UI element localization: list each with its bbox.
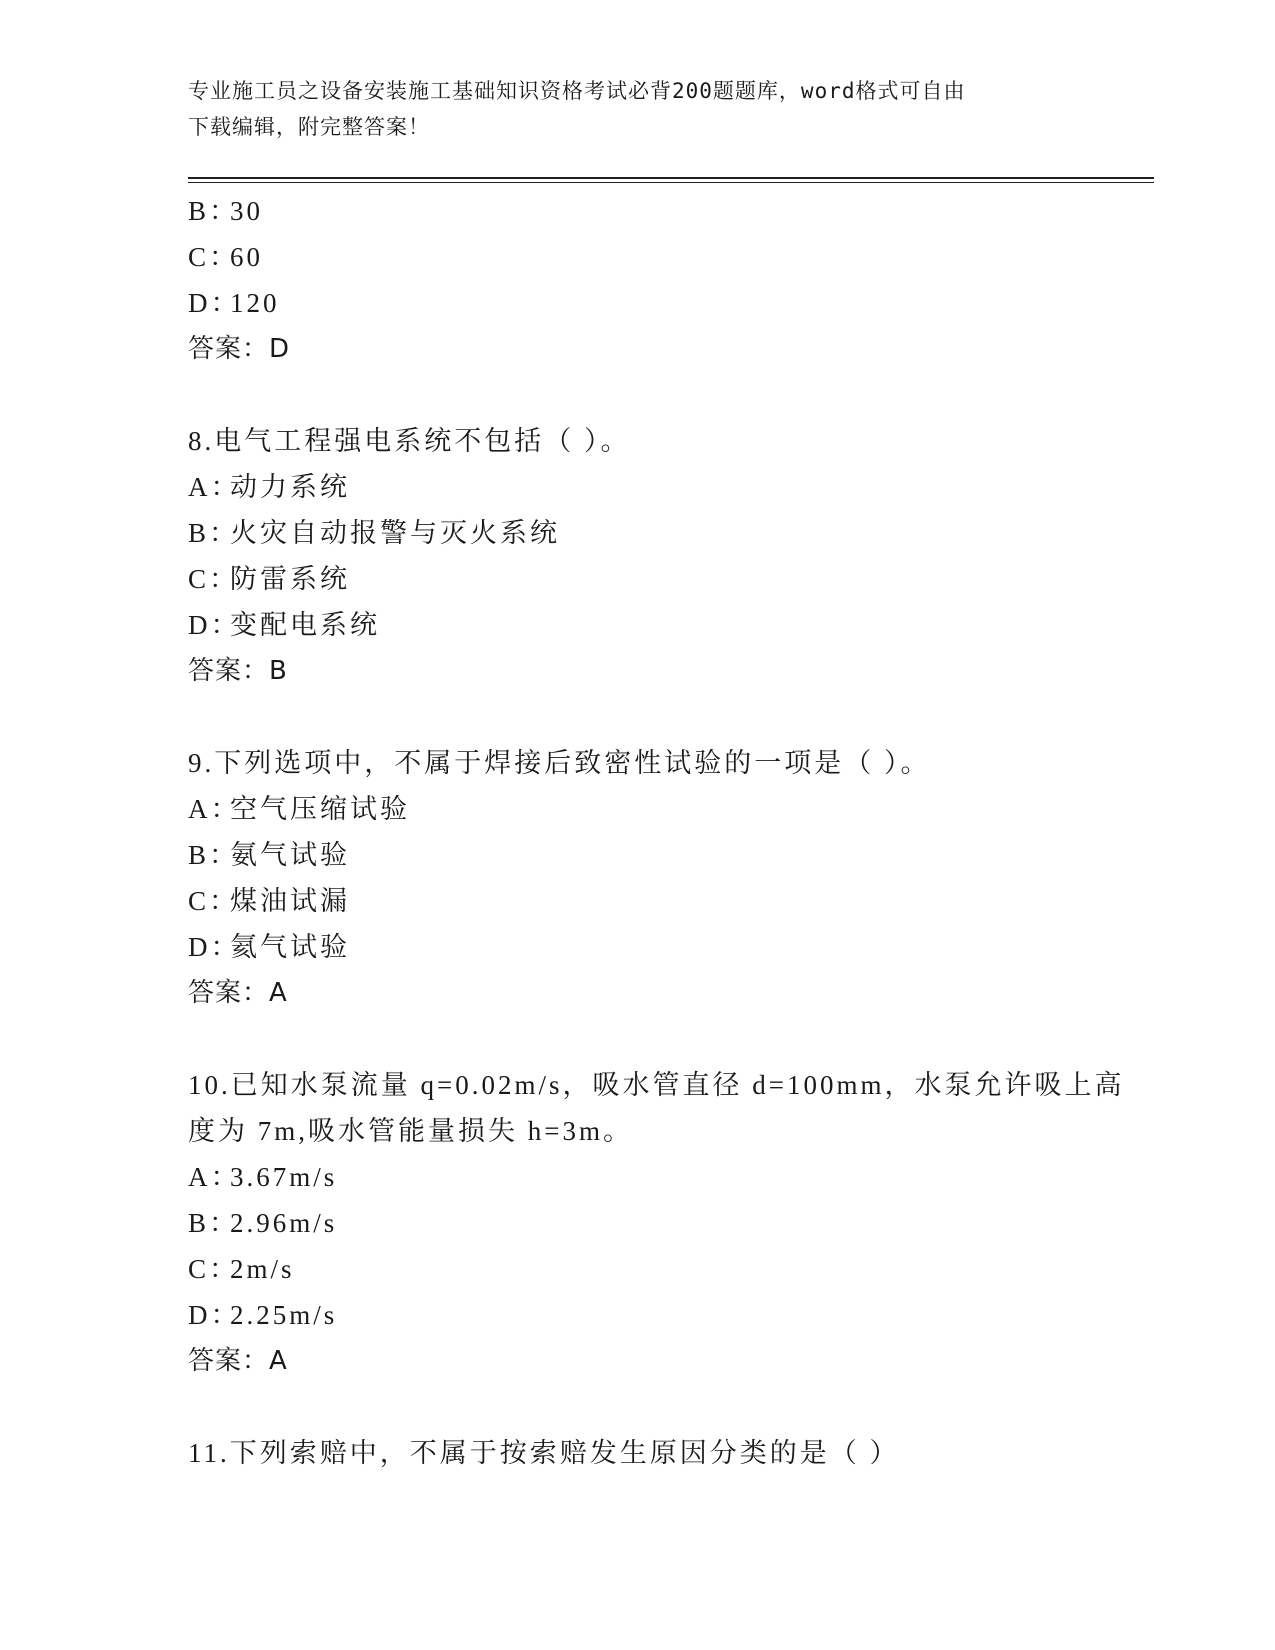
question-stem: 8.电气工程强电系统不包括（ ）。 (188, 426, 631, 456)
option-c (188, 234, 1088, 280)
option-key: A： (188, 1162, 241, 1192)
option-key: C： (188, 564, 240, 594)
option-text: 氦气试验 (230, 932, 350, 962)
option-key: B： (188, 196, 240, 226)
option-key: D： (188, 1300, 241, 1330)
question-8 (188, 418, 1088, 694)
option-key: D： (188, 610, 241, 640)
option-text: 煤油试漏 (230, 886, 350, 916)
question-7 (188, 188, 1088, 372)
option-key: D： (188, 288, 241, 318)
spacer (188, 1384, 1088, 1430)
spacer (188, 694, 1088, 740)
answer-line: 答案：D (188, 334, 291, 364)
spacer (188, 372, 1088, 418)
option-key: B： (188, 1208, 240, 1238)
question-11 (188, 1430, 1088, 1476)
option-c (188, 556, 1088, 602)
option-text: 120 (230, 288, 280, 318)
option-key: D： (188, 932, 241, 962)
option-text: 2.96m/s (230, 1208, 338, 1238)
option-b (188, 832, 1088, 878)
option-key: A： (188, 472, 241, 502)
question-list (188, 188, 1125, 1476)
option-text: 变配电系统 (230, 610, 380, 640)
question-9 (188, 740, 1088, 1016)
option-text: 火灾自动报警与灭火系统 (230, 518, 560, 548)
answer-line: 答案：A (188, 978, 288, 1008)
answer-line: 答案：B (188, 656, 288, 686)
question-stem: 9.下列选项中，不属于焊接后致密性试验的一项是（ ）。 (188, 748, 931, 778)
option-d (188, 1292, 1088, 1338)
question-stem: 11.下列索赔中，不属于按索赔发生原因分类的是（ ） (188, 1438, 900, 1468)
option-d (188, 602, 1088, 648)
header-line-2: 下载编辑，附完整答案！ (188, 115, 430, 139)
option-text: 空气压缩试验 (230, 794, 410, 824)
header-rule-thick (188, 177, 1154, 179)
option-text: 60 (230, 242, 263, 272)
option-c (188, 1246, 1088, 1292)
option-b (188, 188, 1088, 234)
question-stem-line-1: 10.已知水泵流量 q=0.02m/s，吸水管直径 d=100mm，水泵允许吸上高 (188, 1070, 1125, 1100)
option-key: C： (188, 886, 240, 916)
option-b (188, 1200, 1088, 1246)
option-a (188, 464, 1088, 510)
spacer (188, 1016, 1088, 1062)
option-key: B： (188, 518, 240, 548)
option-key: A： (188, 794, 241, 824)
option-text: 动力系统 (230, 472, 350, 502)
option-key: C： (188, 242, 240, 272)
document-header (188, 73, 1068, 145)
option-text: 氨气试验 (230, 840, 350, 870)
option-text: 2.25m/s (230, 1300, 338, 1330)
option-a (188, 786, 1088, 832)
question-10 (188, 1062, 1125, 1384)
option-key: B： (188, 840, 240, 870)
option-d (188, 924, 1088, 970)
option-text: 30 (230, 196, 263, 226)
option-text: 防雷系统 (230, 564, 350, 594)
header-line-1: 专业施工员之设备安装施工基础知识资格考试必背200题题库，word格式可自由 (188, 79, 966, 103)
option-a (188, 1154, 1088, 1200)
option-text: 2m/s (230, 1254, 295, 1284)
option-c (188, 878, 1088, 924)
header-rule-thin (188, 182, 1154, 183)
option-b (188, 510, 1088, 556)
option-text: 3.67m/s (230, 1162, 338, 1192)
option-key: C： (188, 1254, 240, 1284)
option-d (188, 280, 1088, 326)
answer-line: 答案：A (188, 1346, 288, 1376)
question-stem-line-2: 度为 7m,吸水管能量损失 h=3m。 (188, 1116, 633, 1146)
